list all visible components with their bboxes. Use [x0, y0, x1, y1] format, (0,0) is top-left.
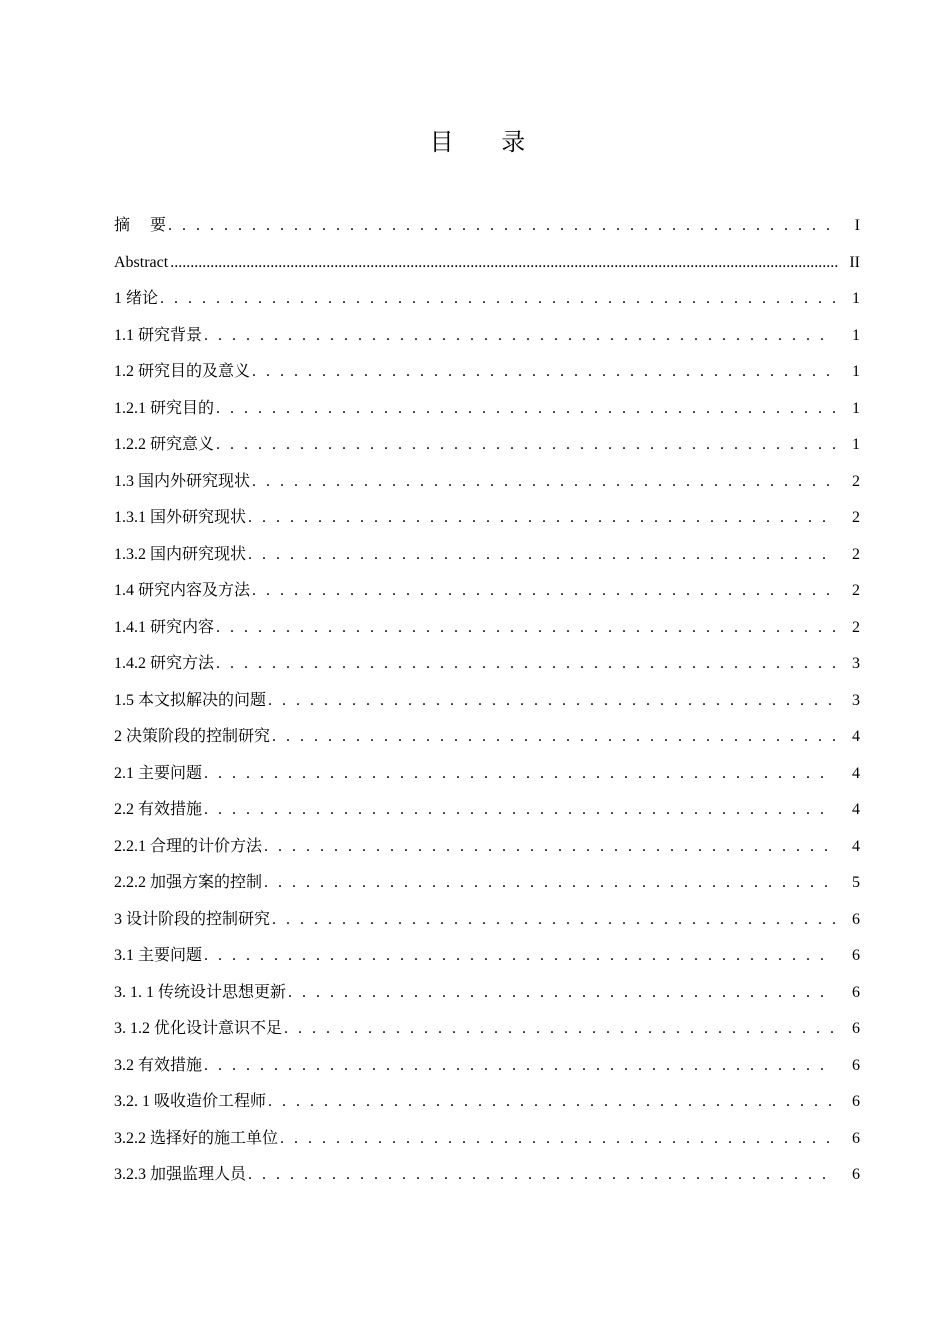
- toc-entry-page-number: 1: [852, 363, 860, 380]
- toc-dot-leader: [264, 829, 835, 866]
- toc-entry-label: 1.1 研究背景: [114, 326, 203, 344]
- toc-entry-page-number: 3: [852, 691, 860, 709]
- toc-entry-page-number: 2: [852, 509, 860, 526]
- toc-dot-leader: [160, 281, 835, 318]
- toc-dot-leader: [248, 537, 835, 574]
- toc-dot-leader: [248, 1157, 835, 1194]
- toc-entry-page-number: 2: [852, 472, 860, 490]
- toc-entry-label: 2 决策阶段的控制研究: [114, 728, 271, 745]
- toc-dot-leader: [168, 208, 838, 245]
- toc-entry[interactable]: [114, 318, 860, 355]
- toc-entry-label: 3.2. 1 吸收造价工程师: [114, 1093, 267, 1110]
- toc-entry[interactable]: [114, 245, 860, 282]
- toc-entry-page-number: 4: [852, 728, 860, 745]
- toc-entry-page-number: 6: [852, 1056, 860, 1074]
- toc-entry[interactable]: [114, 1121, 860, 1158]
- toc-dot-leader: [204, 756, 835, 793]
- toc-entry-page-number: 4: [852, 801, 860, 818]
- toc-entry[interactable]: [114, 829, 860, 866]
- toc-dot-leader: [264, 865, 835, 902]
- toc-dot-leader: [252, 354, 835, 391]
- toc-entry[interactable]: [114, 208, 860, 245]
- toc-entry-label: 1.3.2 国内研究现状: [114, 545, 247, 563]
- toc-dot-leader: [268, 683, 835, 720]
- toc-entry[interactable]: [114, 938, 860, 975]
- toc-dot-leader: [204, 318, 835, 355]
- toc-entry-label: 3. 1. 1 传统设计思想更新: [114, 983, 287, 1001]
- toc-dot-leader: [216, 391, 835, 428]
- toc-entry[interactable]: [114, 464, 860, 501]
- toc-entry[interactable]: [114, 427, 860, 464]
- toc-entry-label: 3.2 有效措施: [114, 1056, 203, 1074]
- toc-dot-leader: [248, 500, 835, 537]
- toc-entry-label: 摘 要: [114, 217, 167, 234]
- toc-dot-leader: [170, 245, 838, 282]
- toc-entry-label: 2.2.2 加强方案的控制: [114, 874, 263, 891]
- toc-entry-page-number: I: [854, 217, 860, 234]
- toc-entry[interactable]: [114, 975, 860, 1012]
- toc-dot-leader: [204, 938, 835, 975]
- toc-entry-page-number: 6: [852, 1129, 860, 1147]
- toc-entry-page-number: II: [849, 253, 860, 271]
- toc-entry[interactable]: [114, 391, 860, 428]
- toc-dot-leader: [252, 573, 835, 610]
- toc-entry-label: 1.4.1 研究内容: [114, 618, 215, 636]
- toc-dot-leader: [204, 1048, 835, 1085]
- toc-entry-page-number: 4: [852, 764, 860, 782]
- toc-entry-label: 1 绪论: [114, 290, 159, 307]
- toc-entry-page-number: 1: [852, 290, 860, 307]
- toc-entry-label: 2.2.1 合理的计价方法: [114, 837, 263, 855]
- toc-entry-label: 3.2.3 加强监理人员: [114, 1166, 247, 1183]
- toc-entry-page-number: 6: [852, 1166, 860, 1183]
- toc-entry-page-number: 6: [852, 983, 860, 1001]
- toc-entry[interactable]: [114, 281, 860, 318]
- toc-entry-page-number: 1: [852, 436, 860, 453]
- toc-entry-page-number: 3: [852, 655, 860, 672]
- toc-entry-page-number: 2: [852, 582, 860, 599]
- toc-entry-label: 1.4.2 研究方法: [114, 655, 215, 672]
- toc-entry-page-number: 6: [852, 1020, 860, 1037]
- toc-dot-leader: [252, 464, 835, 501]
- toc-entry-page-number: 5: [852, 874, 860, 891]
- toc-entry[interactable]: [114, 1048, 860, 1085]
- toc-dot-leader: [216, 610, 835, 647]
- toc-dot-leader: [288, 975, 835, 1012]
- toc-entry-label: 2.2 有效措施: [114, 801, 203, 818]
- toc-entry-label: 1.2.1 研究目的: [114, 399, 215, 417]
- toc-entry[interactable]: [114, 1011, 860, 1048]
- toc-entry[interactable]: [114, 500, 860, 537]
- toc-entry-page-number: 2: [852, 618, 860, 636]
- toc-entry[interactable]: [114, 719, 860, 756]
- toc-dot-leader: [272, 719, 835, 756]
- toc-entry-page-number: 2: [852, 545, 860, 563]
- toc-dot-leader: [216, 646, 835, 683]
- toc-entry[interactable]: [114, 537, 860, 574]
- toc-entry-page-number: 1: [852, 399, 860, 417]
- toc-entry[interactable]: [114, 683, 860, 720]
- toc-dot-leader: [268, 1084, 835, 1121]
- toc-entry[interactable]: [114, 646, 860, 683]
- page-title: 目 录: [429, 128, 546, 156]
- toc-entry-label: 1.2.2 研究意义: [114, 436, 215, 453]
- toc-entry-label: 3.1 主要问题: [114, 947, 203, 964]
- toc-entry[interactable]: [114, 1084, 860, 1121]
- toc-entry-label: 2.1 主要问题: [114, 764, 203, 782]
- toc-entry-page-number: 6: [852, 1093, 860, 1110]
- toc-entry[interactable]: [114, 354, 860, 391]
- toc-entry[interactable]: [114, 902, 860, 939]
- toc-entry-label: 3. 1.2 优化设计意识不足: [114, 1020, 283, 1037]
- table-of-contents: [114, 208, 860, 1194]
- toc-entry-label: 1.3 国内外研究现状: [114, 472, 251, 490]
- toc-entry-page-number: 6: [852, 947, 860, 964]
- toc-dot-leader: [204, 792, 835, 829]
- toc-dot-leader: [280, 1121, 835, 1158]
- toc-entry-label: 3.2.2 选择好的施工单位: [114, 1129, 279, 1147]
- toc-entry[interactable]: [114, 573, 860, 610]
- toc-entry[interactable]: [114, 756, 860, 793]
- toc-entry-page-number: 1: [852, 326, 860, 344]
- toc-entry-label: 1.2 研究目的及意义: [114, 363, 251, 380]
- toc-entry-page-number: 4: [852, 837, 860, 855]
- toc-entry[interactable]: [114, 865, 860, 902]
- toc-dot-leader: [272, 902, 835, 939]
- toc-entry-label: 1.3.1 国外研究现状: [114, 509, 247, 526]
- toc-entry[interactable]: [114, 610, 860, 647]
- toc-entry-label: 1.4 研究内容及方法: [114, 582, 251, 599]
- toc-entry[interactable]: [114, 792, 860, 829]
- toc-entry[interactable]: [114, 1157, 860, 1194]
- toc-dot-leader: [284, 1011, 835, 1048]
- toc-entry-label: 1.5 本文拟解决的问题: [114, 691, 267, 709]
- toc-entry-label: Abstract: [114, 253, 169, 271]
- toc-dot-leader: [216, 427, 835, 464]
- toc-entry-label: 3 设计阶段的控制研究: [114, 910, 271, 928]
- toc-entry-page-number: 6: [852, 910, 860, 928]
